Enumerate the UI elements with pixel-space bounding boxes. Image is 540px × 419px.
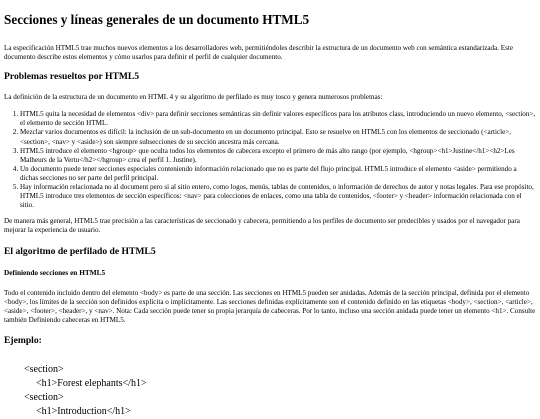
document-page <box>0 12 540 419</box>
code-example <box>4 363 536 419</box>
code-line: <section> <box>24 363 64 375</box>
problems-list-item: 2. Mezclar varios documentos es difícil: la inclusión de un sub-documento en un documento principal. Esto se resuelve en HTML5 con los elementos de seccionado (<article>, <section>, <nav> y <aside>) son siempre subsecciones de su sección ancestra más cercana. <box>20 128 536 146</box>
code-line: <section> <box>24 391 64 403</box>
problems-list-item: 4. Un documento puede tener secciones especiales conteniendo información relacionado que no es parte del flujo principal. HTML5 introduce el elemento <aside> permitiendo a dichas secciones no ser parte del perfil principal. <box>20 165 536 183</box>
problems-summary-paragraph: De manera más general, HTML5 trae precisión a las características de seccionado y cabecera, permitiendo a los perfiles de documento ser predecibles y usados por el navegador para mejorar la experiencia de usuario. <box>4 217 520 235</box>
code-line: <h1>Forest elephants</h1> <box>36 377 147 389</box>
code-line: <h1>Introduction</h1> <box>36 405 131 417</box>
problems-list-item: 3. HTML5 introduce el elemento <hgroup> que oculta todos los elementos de cabecera excepto el primero de más alto rango (por ejemplo, <hgroup><h1>Justine</h1><h2>Les Malheurs de la Vertu</h2></hgroup> crea el perfil 1. Justine). <box>20 147 536 165</box>
problems-list-item: 5. Hay información relacionada no al document pero si al sitio entero, como logos, menús, tablas de contenidos, o información de derechos de autor y notas legales. Para ese propósito, HTML5 introduce tres elementos de sección específicos: <nav> para colecciones de enlaces, como una tabla de contenidos, <footer> y <header> información relacionada con el sitio. <box>20 183 536 210</box>
section-heading-problems: Problemas resueltos por HTML5 <box>4 71 140 83</box>
subsection-heading-defining-sections: Definiendo secciones en HTML5 <box>4 267 106 277</box>
problems-list-item: 1. HTML5 quita la necesidad de elementos <div> para definir secciones semánticas sin definir valores específicos para los atributos class, introduciendo un nuevo elemento, <section>, el elemento de sección HTML. <box>20 110 536 128</box>
algorithm-body-paragraph: Todo el contenido incluido dentro del elemento <body> es parte de una sección. Las secciones en HTML5 pueden ser anidadas. Además de la sección principal, definida por el elemento <body>, los límites de la sección son definidos explícita o implícitamente. Las secciones definidas explícitamente son el contenido definido en las etiquetas <body>, <section>, <article>, <aside>, <footer>, <header>, y <nav>. Nota: Cada sección puede tener su propia jerarquía de cabeceras. Por lo tanto, incluso una sección anidada puede tener un elemento <h1>. Consulte también Definiendo cabeceras en HTML5. <box>4 288 536 324</box>
problems-lead-paragraph: La definición de la estructura de un documento en HTML 4 y su algoritmo de perfilado es muy tosco y genera numerosos problemas: <box>4 93 383 102</box>
problems-list <box>4 110 536 210</box>
section-heading-example: Ejemplo: <box>4 334 42 346</box>
section-heading-algorithm: El algoritmo de perfilado de HTML5 <box>4 245 156 257</box>
page-title: Secciones y líneas generales de un documento HTML5 <box>4 12 310 27</box>
intro-paragraph: La especificación HTML5 trae muchos nuevos elementos a los desarrolladores web, permitiéndoles describir la estructura de un documento web con semántica estandarizada. Este documento describe estos elementos y cómo usarlos para definir el perfil de cualquier documento. <box>4 44 513 62</box>
